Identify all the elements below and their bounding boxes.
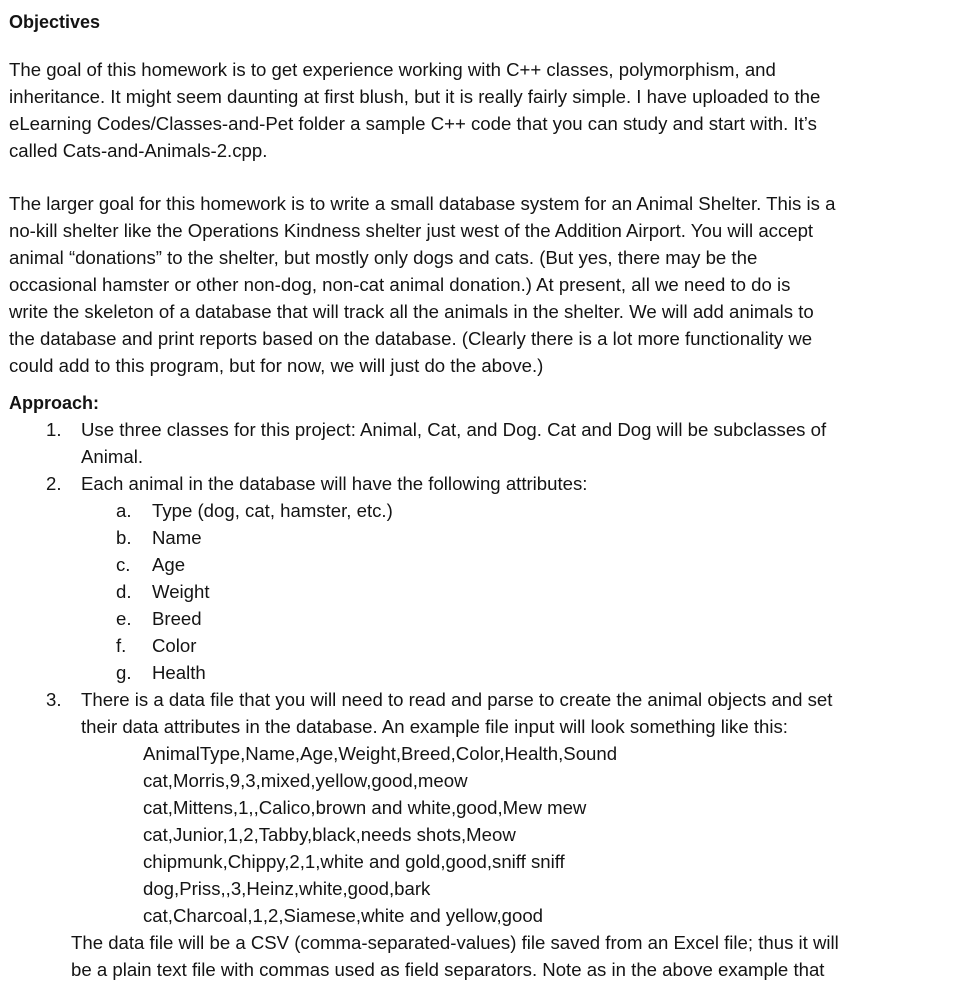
text-line: animal “donations” to the shelter, but mostly only dogs and cats. (But yes, there may be the <box>9 247 758 268</box>
sublist-letter: b. <box>116 527 132 548</box>
text-line: The goal of this homework is to get experience working with C++ classes, polymorphism, and <box>9 59 776 80</box>
objectives-paragraph-2 <box>9 190 835 379</box>
text-line: occasional hamster or other non-dog, non-cat animal donation.) At present, all we need to do is <box>9 274 791 295</box>
list-item-3-line: their data attributes in the database. An example file input will look something like this: <box>81 716 788 737</box>
csv-example-line: cat,Morris,9,3,mixed,yellow,good,meow <box>143 770 468 791</box>
csv-example-line: dog,Priss,,3,Heinz,white,good,bark <box>143 878 431 899</box>
csv-example-line: AnimalType,Name,Age,Weight,Breed,Color,Health,Sound <box>143 743 618 764</box>
csv-example-line: cat,Mittens,1,,Calico,brown and white,good,Mew mew <box>143 797 587 818</box>
sublist-letter: d. <box>116 581 132 602</box>
text-line: The larger goal for this homework is to write a small database system for an Animal Shelter. This is a <box>9 193 836 214</box>
list-number: 2. <box>46 473 62 494</box>
csv-example-line: cat,Junior,1,2,Tabby,black,needs shots,Meow <box>143 824 516 845</box>
csv-example-line: cat,Charcoal,1,2,Siamese,white and yellow,good <box>143 905 544 926</box>
list-item-2-text: Each animal in the database will have the following attributes: <box>81 473 588 494</box>
attribute-item: Weight <box>152 581 210 602</box>
text-line: called Cats-and-Animals-2.cpp. <box>9 140 268 161</box>
list-number: 3. <box>46 689 62 710</box>
text-line: inheritance. It might seem daunting at first blush, but it is really fairly simple. I have uploaded to the <box>9 86 821 107</box>
sublist-letter: g. <box>116 662 132 683</box>
attribute-item: Name <box>152 527 202 548</box>
list-item-3-continuation: be a plain text file with commas used as field separators. Note as in the above example that <box>71 959 825 980</box>
attribute-item: Type (dog, cat, hamster, etc.) <box>152 500 393 521</box>
sublist-letter: a. <box>116 500 132 521</box>
list-item-1-line: Use three classes for this project: Animal, Cat, and Dog. Cat and Dog will be subclasses of <box>81 419 827 440</box>
list-item-3-line: There is a data file that you will need to read and parse to create the animal objects and set <box>81 689 833 710</box>
text-line: eLearning Codes/Classes-and-Pet folder a sample C++ code that you can study and start with. It’s <box>9 113 817 134</box>
approach-heading: Approach: <box>9 393 99 413</box>
attribute-item: Age <box>152 554 186 575</box>
list-number: 1. <box>46 419 62 440</box>
text-line: could add to this program, but for now, we will just do the above.) <box>9 355 544 376</box>
objectives-heading: Objectives <box>9 12 101 32</box>
attribute-item: Breed <box>152 608 202 629</box>
csv-example-line: chipmunk,Chippy,2,1,white and gold,good,sniff sniff <box>143 851 565 872</box>
sublist-letter: e. <box>116 608 132 629</box>
list-item-1-line: Animal. <box>81 446 144 467</box>
objectives-paragraph-1 <box>9 56 820 164</box>
text-line: write the skeleton of a database that will track all the animals in the shelter. We will add animals to <box>9 301 814 322</box>
text-line: no-kill shelter like the Operations Kindness shelter just west of the Addition Airport. You will accept <box>9 220 814 241</box>
attribute-item: Color <box>152 635 197 656</box>
text-line: the database and print reports based on the database. (Clearly there is a lot more functionality we <box>9 328 813 349</box>
attribute-item: Health <box>152 662 206 683</box>
sublist-letter: c. <box>116 554 131 575</box>
sublist-letter: f. <box>116 635 127 656</box>
list-item-3-continuation: The data file will be a CSV (comma-separated-values) file saved from an Excel file; thus it will <box>71 932 839 953</box>
